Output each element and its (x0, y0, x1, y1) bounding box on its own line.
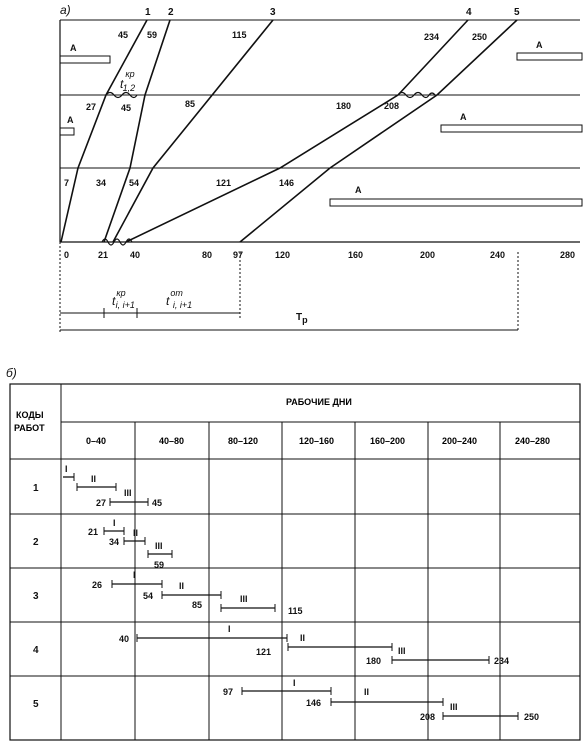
value-59: 59 (147, 30, 158, 40)
stage-value: 234 (494, 656, 510, 666)
stage-value: 21 (88, 527, 99, 537)
row-code-1: 1 (33, 483, 39, 494)
resource-label-a3: А (67, 115, 74, 125)
value-146: 146 (279, 178, 295, 188)
stage-value: 208 (420, 712, 436, 722)
stage-mark: III (124, 488, 132, 498)
stage-mark: I (228, 624, 231, 634)
panel-b-label: б) (6, 366, 17, 380)
stage-mark: III (155, 541, 163, 551)
row-code-2: 2 (33, 537, 39, 548)
work-line-4 (126, 20, 468, 242)
stage-value: 59 (154, 560, 165, 570)
bracket-critical-label: $t^{кр}$ i, i+1 (112, 288, 135, 310)
value-45-mid: 45 (121, 103, 132, 113)
value-250: 250 (472, 32, 488, 42)
stage-mark: III (450, 702, 458, 712)
stage-mark: III (398, 646, 406, 656)
header-working-days: РАБОЧИЕ ДНИ (286, 397, 352, 407)
value-180: 180 (336, 101, 352, 111)
resource-label-a5: А (355, 185, 362, 195)
value-34: 34 (96, 178, 107, 188)
period-header: 240–280 (515, 436, 551, 446)
value-234: 234 (424, 32, 440, 42)
stage-mark: II (364, 687, 370, 697)
row-code-5: 5 (33, 699, 39, 710)
stage-mark: II (179, 581, 185, 591)
x-tick: 280 (560, 250, 576, 260)
stage-mark: II (133, 528, 139, 538)
x-tick: 160 (348, 250, 364, 260)
stage-value: 121 (256, 647, 272, 657)
value-54: 54 (129, 178, 140, 188)
value-7: 7 (64, 178, 70, 188)
stage-value: 97 (223, 687, 234, 697)
period-header: 80–120 (228, 436, 259, 446)
value-121: 121 (216, 178, 232, 188)
value-115: 115 (232, 30, 247, 40)
line-number-1: 1 (145, 7, 151, 18)
stage-mark: I (113, 518, 116, 528)
stage-value: 85 (192, 600, 203, 610)
stage-value: 45 (152, 498, 163, 508)
resource-bar-a1 (60, 56, 110, 63)
header-codes-line1: КОДЫ (16, 410, 44, 420)
value-208: 208 (384, 101, 400, 111)
stage-mark: III (240, 594, 248, 604)
stage-mark: II (91, 474, 97, 484)
stage-value: 26 (92, 580, 103, 590)
x-tick: 120 (275, 250, 291, 260)
work-4-bars (137, 634, 489, 664)
work-line-5 (240, 20, 517, 242)
stage-value: 27 (96, 498, 107, 508)
bracket-slack-label: $t^{от}$ i, i+1 (166, 288, 193, 310)
work-line-2 (104, 20, 170, 242)
resource-label-a4: А (460, 112, 467, 122)
resource-label-a2: А (536, 40, 543, 50)
stage-mark: I (293, 678, 296, 688)
stage-value: 40 (119, 634, 130, 644)
value-27: 27 (86, 102, 97, 112)
stage-value: 180 (366, 656, 382, 666)
stage-mark: I (133, 570, 136, 580)
x-tick: 21 (98, 250, 109, 260)
row-code-4: 4 (33, 645, 39, 656)
stage-value: 34 (109, 537, 120, 547)
period-header: 160–200 (370, 436, 406, 446)
x-tick: 240 (490, 250, 506, 260)
resource-bar-a5 (330, 199, 582, 206)
resource-bar-a4 (441, 125, 582, 132)
resource-bar-a3 (60, 128, 74, 135)
value-45-top: 45 (118, 30, 129, 40)
stage-value: 146 (306, 698, 322, 708)
x-tick: 40 (130, 250, 141, 260)
row-code-3: 3 (33, 591, 39, 602)
x-tick: 200 (420, 250, 436, 260)
stage-mark: II (300, 633, 306, 643)
line-number-3: 3 (270, 7, 276, 18)
value-85: 85 (185, 99, 196, 109)
work-5-bars (242, 687, 518, 720)
critical-time-label: $t^{кр}$ 1,2 (120, 69, 136, 93)
stage-mark: I (65, 464, 68, 474)
resource-bar-a2 (517, 53, 582, 60)
stage-value: 54 (143, 591, 154, 601)
line-number-5: 5 (514, 7, 520, 18)
period-header: 120–160 (299, 436, 335, 446)
header-codes-line2: РАБОТ (14, 423, 45, 433)
period-header: 40–80 (159, 436, 185, 446)
x-tick: 80 (202, 250, 213, 260)
total-duration-label: Tр (296, 312, 308, 325)
period-header: 200–240 (442, 436, 478, 446)
x-tick: 97 (233, 250, 244, 260)
line-number-2: 2 (168, 7, 174, 18)
x-tick: 0 (64, 250, 70, 260)
line-number-4: 4 (466, 7, 472, 18)
resource-label-a1: А (70, 43, 77, 53)
time-axis-ticks (64, 250, 575, 260)
panel-a-label: а) (60, 3, 71, 17)
stage-value: 250 (524, 712, 540, 722)
stage-value: 115 (288, 606, 303, 616)
period-header: 0–40 (86, 436, 107, 446)
